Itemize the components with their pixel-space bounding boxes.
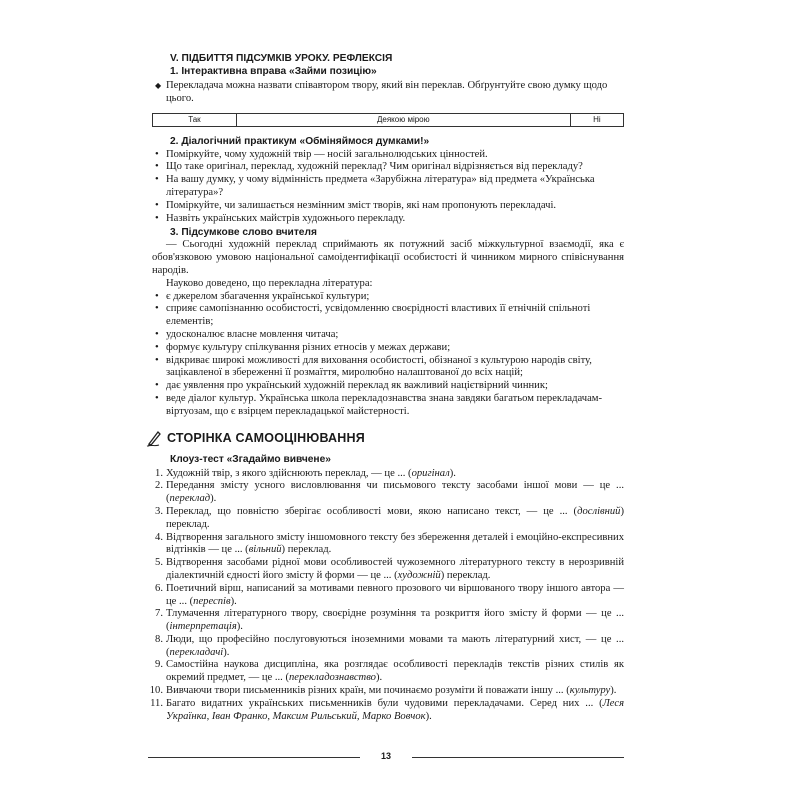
bullet-icon: • bbox=[155, 354, 159, 366]
teacher-paragraph: — Сьогодні художній переклад сприймають як потужний засіб міжкультурної взаємодії, яка є обов'язковою умовою національної самоідентифікації особистості й чинником мирного співіснування народів. bbox=[152, 239, 624, 276]
bullet-icon: • bbox=[155, 303, 159, 315]
cloze-question: 7. Тлумачення літературного твору, своєрідне розуміння та розкриття його змісту й форми — це ... (інтерпретація). bbox=[152, 608, 624, 634]
list-item: • дає уявлення про український художній переклад як важливий націєтвірний чинник; bbox=[155, 380, 548, 392]
cloze-question: 6. Поетичний вірш, написаний за мотивами певного прозового чи віршованого твору іншого автора — це ... (переспів). bbox=[152, 583, 624, 609]
list-item: • формує культуру спілкування різних етносів у межах держави; bbox=[155, 341, 451, 353]
diamond-bullet-icon: ◆ bbox=[155, 81, 162, 90]
question-answer: інтерпретація bbox=[169, 621, 237, 633]
question-number: 6. bbox=[155, 582, 163, 594]
cloze-question-list bbox=[149, 467, 624, 724]
exercise1-title: 1. Інтерактивна вправа «Займи позицію» bbox=[170, 66, 377, 77]
self-assessment-header bbox=[152, 429, 624, 447]
exercise1-statement: Перекладача можна назвати співавтором твору, який він переклав. Обґрунтуйте свою думку щодо цього. bbox=[166, 80, 608, 104]
list-item: • веде діалог культур. Українська школа перекладознавства знана завдяки багатьом перекладачам-віртуозам, що є взірцем перекладацької майстерності. bbox=[155, 392, 602, 417]
question-answer: перекладознавство bbox=[288, 672, 376, 684]
list-item: • відкриває широкі можливості для виховання особистості, обізнаної з культурою народів світу, зацікавленої в збереженні її розмаїття, миролюбно налаштованої до всіх націй; bbox=[155, 354, 592, 379]
list-item: • Що таке оригінал, переклад, художній переклад? Чим оригінал відрізняється від перекладу? bbox=[155, 161, 583, 173]
list-item: • Поміркуйте, чи залишається незмінним зміст творів, які нам пропонують перекладачі. bbox=[155, 199, 557, 211]
exercise2-list bbox=[152, 149, 624, 226]
question-number: 2. bbox=[155, 480, 163, 492]
option-partly: Деякою мірою bbox=[236, 113, 570, 126]
cloze-question: 3. Переклад, що повністю зберігає особливості мови, якою написано текст, — це ... (дослівний) переклад. bbox=[152, 506, 624, 532]
question-answer: культуру bbox=[569, 685, 611, 697]
exercise2-title: 2. Діалогічний практикум «Обміняймося думками!» bbox=[170, 135, 430, 147]
exercise1-text bbox=[152, 80, 624, 106]
cloze-question: 10. Вивчаючи твори письменників різних країн, ми починаємо розуміти й поважати іншу ... (культуру). bbox=[152, 685, 624, 698]
question-number: 9. bbox=[155, 659, 163, 671]
question-number: 10. bbox=[149, 685, 163, 697]
bullet-icon: • bbox=[155, 290, 159, 302]
list-item: • Назвіть українських майстрів художнього перекладу. bbox=[155, 212, 406, 224]
cloze-question: 11. Багато видатних українських письменників були чудовими перекладачами. Серед них ... (Леся Українка, Іван Франко, Максим Рильський, Марко Вовчок). bbox=[152, 698, 624, 724]
list-item: • Поміркуйте, чому художній твір — носій загальнолюдських цінностей. bbox=[155, 148, 488, 160]
cloze-question: 9. Самостійна наукова дисципліна, яка розглядає особливості перекладів текстів різних стилів як окремий предмет, — це ... (перекладознавство). bbox=[152, 659, 624, 685]
option-yes: Так bbox=[153, 113, 237, 126]
cloze-question: 8. Люди, що професійно послуговуються іноземними мовами та мають літературний хист, — це ... (перекладачі). bbox=[152, 634, 624, 660]
cloze-question: 2. Передання змісту усного висловлювання чи письмового тексту засобами іншої мови — це ... (переклад). bbox=[152, 480, 624, 506]
bullet-icon: • bbox=[155, 174, 159, 186]
bullet-icon: • bbox=[155, 380, 159, 392]
exercise3-title: 3. Підсумкове слово вчителя bbox=[170, 227, 317, 239]
question-number: 5. bbox=[155, 557, 163, 569]
question-answer: переспів bbox=[193, 595, 231, 607]
question-number: 8. bbox=[155, 633, 163, 645]
question-answer: вільний bbox=[248, 544, 282, 556]
list-item: • удосконалює власне мовлення читача; bbox=[155, 328, 339, 340]
list-item: • сприяє самопізнанню особистості, усвідомленню своєрідності властивих її етнічній спільноті елементів; bbox=[155, 303, 591, 328]
cloze-question: 4. Відтворення загального змісту іншомовного тексту без збереження деталей і емоційно-експресивних відтінків — це ... (вільний) переклад. bbox=[152, 532, 624, 558]
question-number: 4. bbox=[155, 531, 163, 543]
question-number: 11. bbox=[150, 697, 163, 709]
cloze-question: 5. Відтворення засобами рідної мови особливостей чужоземного літературного тексту в нерозривній діалектичній єдності його змісту й форми — це ... (художній) переклад. bbox=[152, 557, 624, 583]
bullet-icon: • bbox=[155, 161, 159, 173]
list-item: • На вашу думку, у чому відмінність предмета «Зарубіжна література» від предмета «Українська література»? bbox=[155, 174, 595, 198]
bullet-icon: • bbox=[155, 148, 159, 160]
pen-icon bbox=[146, 429, 164, 447]
bullet-icon: • bbox=[155, 328, 159, 340]
question-number: 3. bbox=[155, 505, 163, 517]
page-content bbox=[149, 52, 624, 723]
footer-rule-right bbox=[412, 757, 624, 758]
option-no: Ні bbox=[570, 113, 623, 126]
bullet-icon: • bbox=[155, 341, 159, 353]
bullet-icon: • bbox=[155, 199, 159, 211]
question-number: 1. bbox=[155, 467, 163, 479]
section-title: V. ПІДБИТТЯ ПІДСУМКІВ УРОКУ. РЕФЛЕКСІЯ bbox=[170, 53, 393, 64]
self-assessment-title: СТОРІНКА САМООЦІНЮВАННЯ bbox=[167, 430, 365, 445]
bullet-icon: • bbox=[155, 392, 159, 404]
question-number: 7. bbox=[155, 608, 163, 620]
page-footer bbox=[148, 751, 624, 763]
bullet-icon: • bbox=[155, 212, 159, 224]
cloze-question: 1. Художній твір, з якого здійснюють переклад, — це ... (оригінал). bbox=[152, 468, 624, 481]
question-answer: художній bbox=[397, 569, 441, 581]
page-number: 13 bbox=[380, 751, 391, 761]
exercise3-list bbox=[152, 291, 624, 419]
question-answer: переклад bbox=[169, 493, 211, 505]
question-answer: дослівний bbox=[577, 505, 621, 517]
teacher-paragraph-2: Науково доведено, що перекладна література: bbox=[166, 277, 373, 289]
cloze-test-title: Клоуз-тест «Згадаймо вивчене» bbox=[170, 453, 331, 465]
list-item: • є джерелом збагачення української культури; bbox=[155, 290, 370, 302]
question-answer: Леся Українка, Іван Франко, Максим Рильський, Марко Вовчок bbox=[166, 697, 624, 722]
question-answer: оригінал bbox=[411, 467, 450, 479]
position-table bbox=[152, 113, 624, 127]
question-answer: перекладачі bbox=[169, 646, 224, 658]
